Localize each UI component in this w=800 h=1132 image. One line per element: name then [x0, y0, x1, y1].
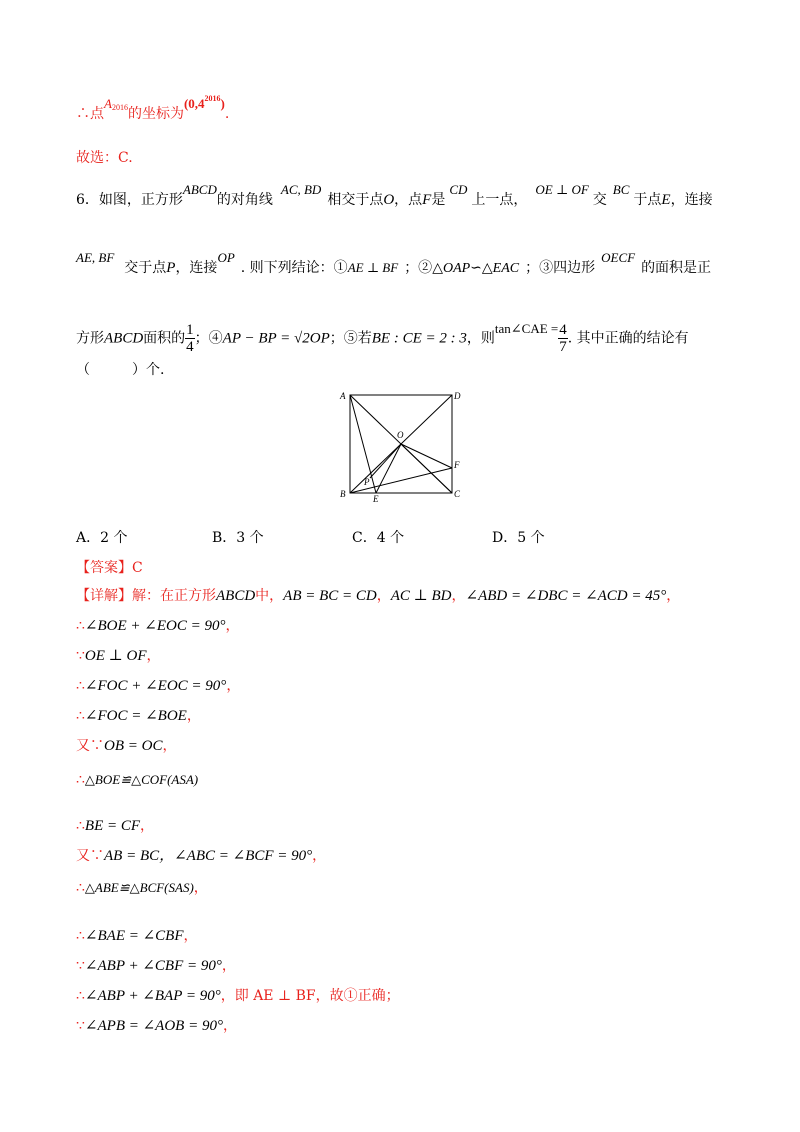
- option-c: C．4 个: [352, 530, 405, 546]
- q-text: 交于点: [124, 260, 167, 276]
- label-P: P: [364, 477, 370, 487]
- step-line: ∵∠ABP + ∠CBF = 90°，: [76, 958, 236, 974]
- q-math: △OAP∽△EAC: [432, 261, 520, 276]
- q-math: AE ⊥ BF: [347, 260, 399, 275]
- q-text: 方形: [76, 330, 104, 347]
- step-line: ∴∠FOC = ∠BOE，: [76, 708, 201, 724]
- label-O: O: [397, 430, 404, 440]
- geometry-figure: [336, 388, 466, 503]
- q-math: AP − BP = √2OP: [222, 330, 330, 347]
- detail-math: AC ⊥ BD: [390, 588, 452, 604]
- q-text: 交: [592, 192, 607, 208]
- q-math: BC: [612, 182, 630, 197]
- q-math: tan∠CAE =: [494, 320, 559, 336]
- q-math: P: [166, 260, 176, 276]
- question-row-1: [76, 182, 713, 210]
- step-line: ∴△ABE≌△BCF(SAS)，: [76, 880, 208, 896]
- coord-value: $(0,4^{2016})$: [183, 94, 225, 111]
- q-math: F: [422, 192, 432, 208]
- q-math: ABCD: [104, 330, 144, 347]
- step-line: ∴∠FOC + ∠EOC = 90°，: [76, 678, 241, 694]
- q-text: ；⑤若: [329, 330, 372, 347]
- detail-math: AB = BC = CD: [283, 588, 377, 604]
- detail-text: ，: [376, 588, 391, 604]
- q-text: 上一点，: [471, 192, 528, 208]
- segment-op: [370, 444, 401, 478]
- q-text: ；④: [194, 330, 223, 347]
- q-text: ，点: [394, 192, 423, 208]
- option-a: A．2 个: [76, 530, 128, 546]
- detail-tag: 【详解】: [76, 588, 132, 604]
- detail-math: ∠ABD = ∠DBC = ∠ACD = 45°: [465, 588, 667, 604]
- segment-oe: [376, 444, 401, 493]
- question-row-4: （ ）个.: [76, 362, 165, 378]
- q-math: CD: [449, 182, 468, 197]
- q-text: 的对角线: [216, 192, 273, 208]
- detail-text: 解：在正方形: [132, 588, 216, 604]
- step-line: ∴∠BAE = ∠CBF，: [76, 928, 198, 944]
- label-C: C: [454, 489, 461, 499]
- choose-line: 故选：C.: [76, 150, 133, 166]
- q-text: 是: [431, 192, 446, 208]
- coord-text: 的坐标为: [127, 106, 184, 122]
- detail-line: [76, 586, 680, 606]
- q-text: ，则: [466, 330, 495, 347]
- q-math: OP: [217, 250, 235, 265]
- q-text: 面积的: [143, 330, 186, 347]
- question-row-2: [76, 250, 712, 279]
- step-line: ∴△BOE≌△COF(ASA): [76, 772, 199, 788]
- step-line: ∵∠APB = ∠AOB = 90°，: [76, 1018, 237, 1034]
- q-text: 于点: [633, 192, 662, 208]
- label-F: F: [454, 460, 460, 470]
- label-E: E: [373, 494, 379, 503]
- segment-oc: [401, 444, 452, 493]
- label-B: B: [340, 489, 346, 499]
- answer-line: 【答案】C: [76, 560, 143, 576]
- q-math: O: [383, 192, 395, 208]
- q-text: ，连接: [670, 192, 713, 208]
- question-row-3: [76, 322, 689, 355]
- q-math: E: [661, 192, 671, 208]
- step-line: 又∵OB = OC，: [76, 738, 177, 754]
- period: .: [224, 106, 230, 122]
- detail-math: ABCD: [216, 588, 256, 604]
- q-text: 相交于点: [327, 192, 384, 208]
- fraction-four-sevenths: $\frac{4}{7}$: [559, 322, 567, 355]
- step-line: 又∵AB = BC，∠ABC = ∠BCF = 90°，: [76, 848, 327, 864]
- q-math: AE, BF: [76, 250, 115, 265]
- label-D: D: [454, 391, 461, 401]
- option-d: D．5 个: [492, 530, 545, 546]
- detail-text: 中，: [255, 588, 284, 604]
- line-conclusion: [76, 94, 230, 126]
- therefore-text: ∴点: [76, 106, 104, 122]
- q-math: AC, BD: [280, 182, 322, 197]
- q-math: ABCD: [182, 182, 217, 197]
- detail-text: ，: [451, 588, 466, 604]
- option-b: B．3 个: [212, 530, 264, 546]
- q-math: OE ⊥ OF: [535, 182, 589, 197]
- q-text: 6．如图，正方形: [76, 192, 183, 208]
- step-line: ∵OE ⊥ OF，: [76, 648, 161, 664]
- point-A2016: A2016: [104, 96, 128, 112]
- step-line: ∴∠BOE + ∠EOC = 90°，: [76, 618, 240, 634]
- detail-text: ，: [666, 588, 681, 604]
- fraction-one-quarter: $\frac{1}{4}$: [186, 322, 194, 355]
- step-line: ∴∠ABP + ∠BAP = 90°，即 AE ⊥ BF，故①正确；: [76, 988, 400, 1004]
- q-math: BE : CE = 2 : 3: [371, 330, 467, 347]
- q-text: . 其中正确的结论有: [567, 330, 689, 347]
- q-text: ，连接: [175, 260, 218, 276]
- q-text: 的面积是正: [641, 260, 712, 276]
- q-text: . 则下列结论：①: [240, 260, 348, 276]
- label-A: A: [340, 391, 346, 401]
- segment-ae: [350, 395, 376, 493]
- q-text: ；②: [404, 260, 433, 276]
- segment-of: [401, 444, 452, 468]
- q-math: OECF: [601, 250, 636, 265]
- q-text: ；③四边形: [525, 260, 596, 276]
- step-line: ∴BE = CF，: [76, 818, 155, 834]
